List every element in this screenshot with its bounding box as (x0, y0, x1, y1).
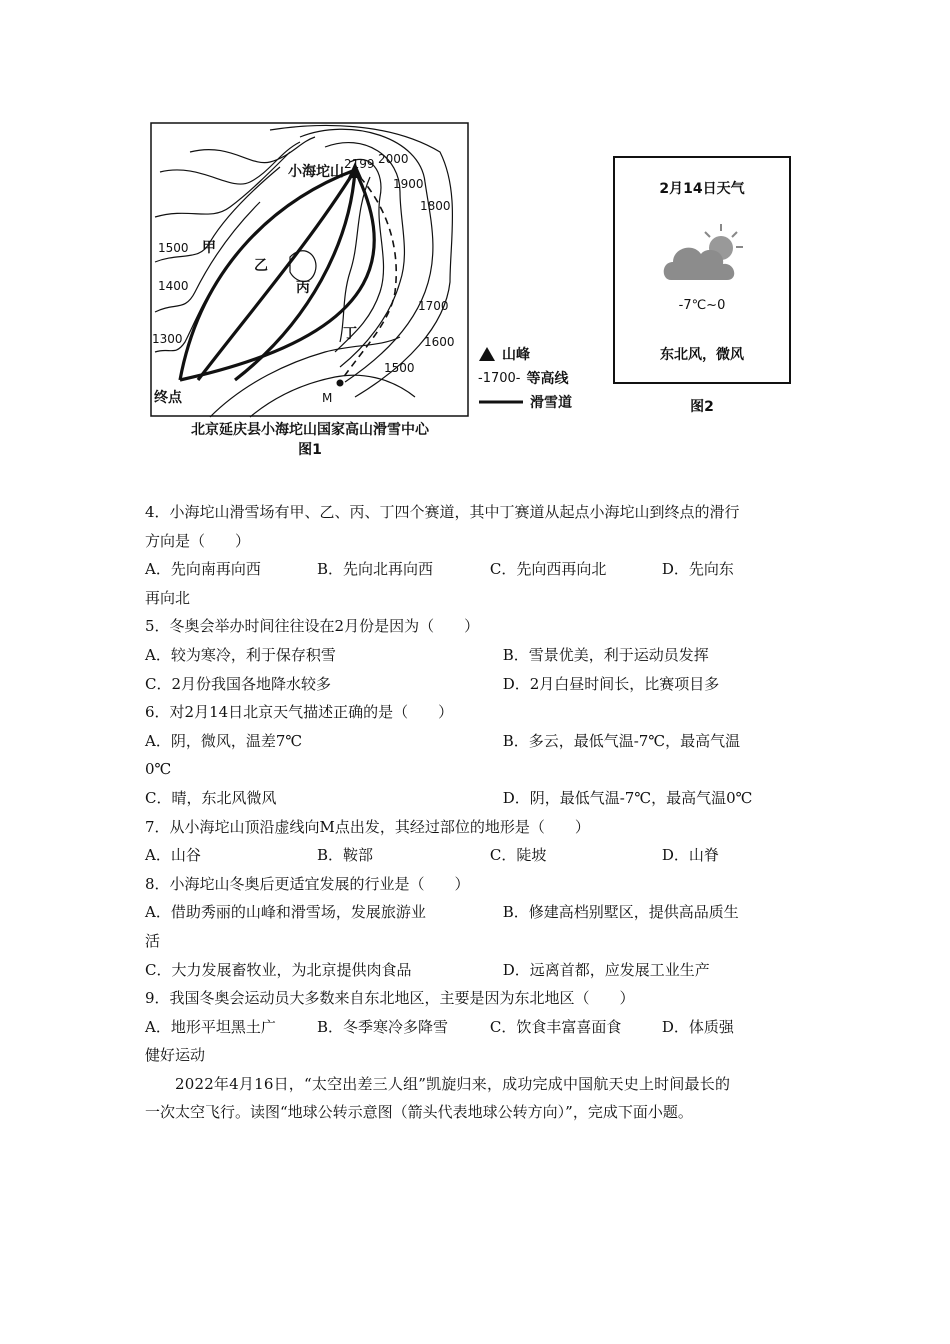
option-d[interactable]: D．山脊 (661, 846, 719, 865)
legend-contour-sample: -1700- (478, 370, 521, 386)
question-stem-line: 方向是（ ） (145, 531, 251, 550)
contour-1400-label: 1400 (158, 279, 189, 293)
cloudy-sun-icon (659, 222, 751, 286)
legend-contour-label: 等高线 (526, 371, 569, 387)
legend-peak-label: 山峰 (502, 347, 530, 363)
figure1-caption (150, 420, 470, 460)
contour-1700-label: 1700 (418, 299, 449, 313)
legend-trail (478, 390, 608, 414)
contour-map-figure (150, 122, 470, 418)
option-row (145, 1013, 810, 1042)
trail-jia-label: 甲 (202, 240, 216, 256)
option-c[interactable]: C．大力发展畜牧业，为北京提供肉食品 (145, 960, 412, 979)
option-d[interactable]: D．2月白昼时间长，比赛项目多 (502, 674, 720, 693)
question-9 (145, 984, 810, 1070)
question-7 (145, 813, 810, 870)
m-point-dot (337, 380, 344, 387)
contour-map-svg (150, 122, 470, 418)
contour-1800-label: 1800 (420, 199, 451, 213)
option-wrap-line: 健好运动 (145, 1046, 206, 1065)
contour-2000-label: 2000 (378, 152, 409, 166)
option-row (145, 898, 810, 927)
contour-1500-right-label: 1500 (384, 361, 415, 375)
option-row (145, 784, 810, 813)
option-b[interactable]: B．鞍部 (316, 846, 374, 865)
passage-line-2: 一次太空飞行。读图“地球公转示意图（箭头代表地球公转方向）”，完成下面小题。 (145, 1103, 693, 1122)
option-c[interactable]: C．2月份我国各地降水较多 (145, 674, 332, 693)
weather-box (613, 156, 791, 384)
weather-date-title: 2月14日天气 (659, 181, 745, 197)
questions-section (145, 498, 810, 1127)
option-b[interactable]: B．雪景优美，利于运动员发挥 (502, 645, 709, 664)
contour-line (190, 137, 315, 163)
option-row (145, 841, 810, 870)
question-4 (145, 498, 810, 612)
figure1-caption-number: 图1 (298, 442, 322, 458)
finish-label: 终点 (154, 390, 182, 406)
option-c[interactable]: C．晴，东北风微风 (145, 788, 277, 807)
option-d[interactable]: D．体质强 (661, 1017, 734, 1036)
option-a[interactable]: A．阴，微风，温差7℃ (145, 731, 303, 750)
passage-line-1: 2022年4月16日，“太空出差三人组”凯旋归来，成功完成中国航天史上时间最长的 (175, 1074, 731, 1093)
question-8 (145, 870, 810, 984)
trail-ding-label: 丁 (343, 326, 357, 342)
contour-line (250, 375, 415, 417)
contour-1600-label: 1600 (424, 335, 455, 349)
option-row (145, 555, 810, 584)
option-wrap-line: 再向北 (145, 588, 191, 607)
m-point-label: M (322, 391, 333, 405)
legend-peak (478, 342, 608, 366)
option-b[interactable]: B．修建高档别墅区，提供高品质生 (502, 903, 739, 922)
option-c[interactable]: C．陡坡 (489, 846, 547, 865)
option-row (145, 956, 810, 985)
option-b[interactable]: B．多云，最低气温-7℃，最高气温 (502, 731, 741, 750)
option-d[interactable]: D．远离首都，应发展工业生产 (502, 960, 710, 979)
contour-1300-label: 1300 (152, 332, 183, 346)
option-wrap-line: 活 (145, 931, 161, 950)
contour-1900-label: 1900 (393, 177, 424, 191)
legend-contour (478, 366, 608, 390)
option-a[interactable]: A．较为寒冷，利于保存积雪 (145, 645, 336, 664)
question-5 (145, 612, 810, 698)
question-stem-line: 9．我国冬奥会运动员大多数来自东北地区，主要是因为东北地区（ ） (145, 989, 635, 1008)
option-b[interactable]: B．冬季寒冷多降雪 (316, 1017, 449, 1036)
question-stem-line: 4．小海坨山滑雪场有甲、乙、丙、丁四个赛道，其中丁赛道从起点小海坨山到终点的滑行 (145, 503, 740, 521)
contour-line (340, 177, 370, 342)
trail-jia (180, 170, 355, 380)
question-stem-line: 6．对2月14日北京天气描述正确的是（ ） (145, 703, 454, 722)
question-stem-line: 5．冬奥会举办时间往往设在2月份是因为（ ） (145, 617, 480, 636)
map-legend (478, 342, 608, 414)
peak-name-label: 小海坨山 (288, 164, 344, 180)
trail-yi-label: 乙 (254, 258, 268, 274)
legend-peak-triangle-icon (478, 346, 496, 362)
question-6 (145, 698, 810, 812)
figure1-caption-title: 北京延庆县小海坨山国家高山滑雪中心 (191, 422, 429, 438)
option-d[interactable]: D．先向东 (661, 560, 734, 579)
option-d[interactable]: D．阴，最低气温-7℃，最高气温0℃ (502, 788, 753, 807)
option-a[interactable]: A．地形平坦黑土广 (145, 1017, 276, 1036)
weather-temperature: -7℃~0 (678, 298, 726, 313)
option-a[interactable]: A．山谷 (145, 846, 201, 865)
contour-1500-left-label: 1500 (158, 241, 189, 255)
weather-wind: 东北风，微风 (660, 347, 744, 363)
option-row (145, 641, 810, 670)
option-a[interactable]: A．先向南再向西 (145, 560, 261, 579)
question-stem-line: 7．从小海坨山顶沿虚线向M点出发，其经过部位的地形是（ ） (145, 817, 590, 836)
option-wrap-line: 0℃ (145, 760, 172, 779)
legend-trail-label: 滑雪道 (530, 395, 572, 411)
option-b[interactable]: B．先向北再向西 (316, 560, 434, 579)
option-c[interactable]: C．先向西再向北 (489, 560, 607, 579)
legend-trail-line-icon (478, 397, 524, 407)
figure2-caption: 图2 (690, 399, 714, 415)
option-c[interactable]: C．饮食丰富喜面食 (489, 1017, 622, 1036)
peak-elevation-label: 2199 (344, 157, 375, 171)
option-a[interactable]: A．借助秀丽的山峰和滑雪场，发展旅游业 (145, 903, 426, 922)
option-row (145, 670, 810, 699)
trail-bing-label: 丙 (296, 280, 310, 296)
option-row (145, 727, 810, 756)
question-stem-line: 8．小海坨山冬奥后更适宜发展的行业是（ ） (145, 874, 470, 893)
